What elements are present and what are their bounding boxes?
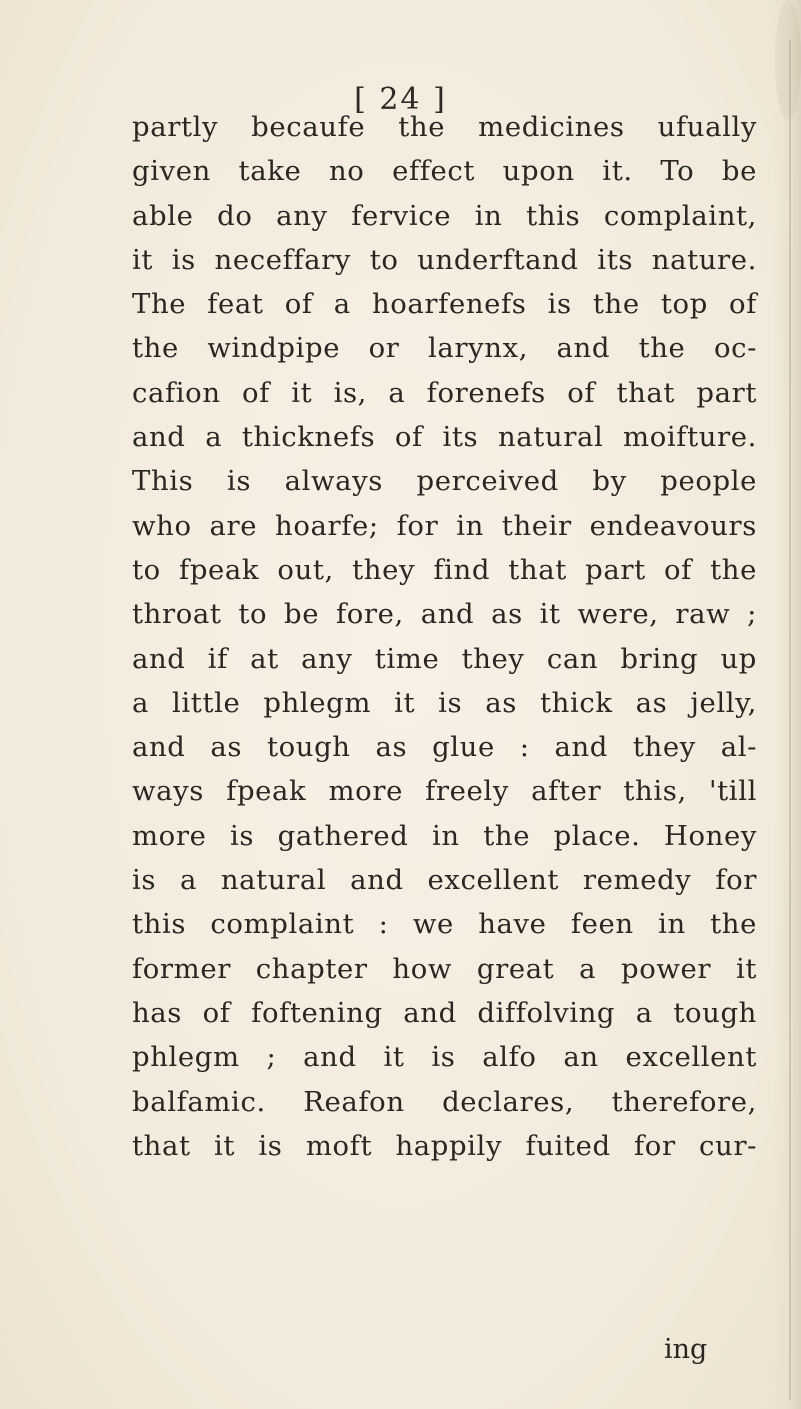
text-line: who are hoarfe; for in their endeavours [132, 509, 757, 542]
text-line: former chapter how great a power it [132, 952, 757, 985]
page-number-header: [ 24 ] [354, 82, 447, 117]
text-line: ways fpeak more freely after this, 'till [132, 775, 757, 808]
page-edge-shadow [789, 40, 791, 1400]
text-line: given take no effect upon it. To be [132, 155, 757, 188]
text-line: throat to be fore, and as it were, raw ; [132, 598, 757, 631]
text-line: cafion of it is, a forenefs of that part [132, 376, 757, 409]
text-line: more is gathered in the place. Honey [132, 819, 757, 852]
text-line: this complaint : we have feen in the [132, 908, 757, 941]
body-text [132, 105, 757, 1168]
text-line: phlegm ; and it is alfo an excellent [132, 1041, 757, 1074]
page-edge [773, 0, 801, 1409]
text-line: This is always perceived by people [132, 465, 757, 498]
text-line: it is neceffary to underftand its nature. [132, 243, 757, 276]
text-line: the windpipe or larynx, and the oc- [132, 332, 757, 365]
text-line: and if at any time they can bring up [132, 642, 757, 675]
text-line: partly becaufe the medicines ufually [132, 111, 757, 143]
text-line: a little phlegm it is as thick as jelly, [132, 686, 757, 719]
text-line: is a natural and excellent remedy for [132, 864, 757, 897]
text-line: has of foftening and diffolving a tough [132, 996, 757, 1029]
text-line: that it is moft happily fuited for cur- [132, 1129, 757, 1162]
text-line: balfamic. Reafon declares, therefore, [132, 1085, 757, 1118]
text-line: to fpeak out, they find that part of the [132, 553, 757, 586]
text-line: and as tough as glue : and they al- [132, 731, 757, 764]
text-line: able do any fervice in this complaint, [132, 199, 757, 232]
text-line: and a thicknefs of its natural moifture. [132, 421, 757, 454]
catchword: ing [664, 1334, 708, 1365]
text-line: The feat of a hoarfenefs is the top of [132, 288, 757, 321]
